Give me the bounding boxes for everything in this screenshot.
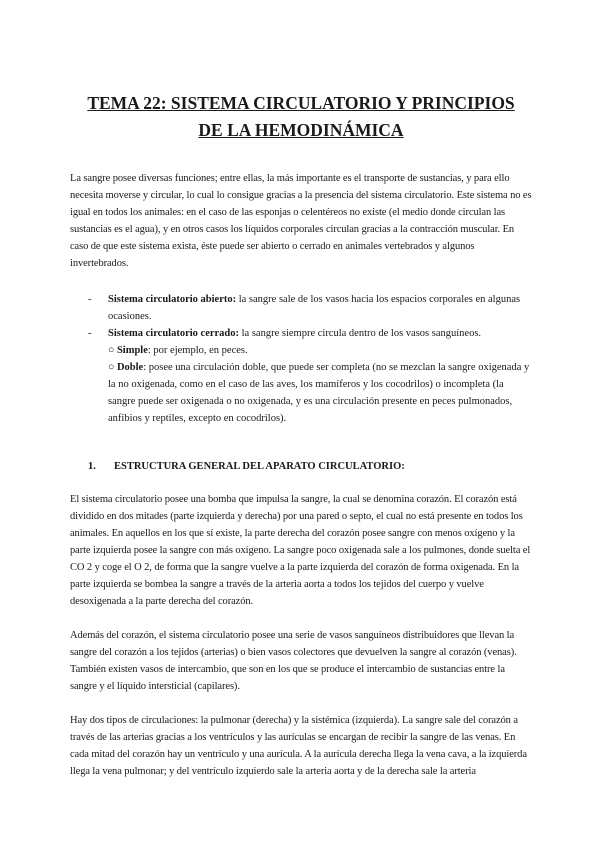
title-line-1: TEMA 22: SISTEMA CIRCULATORIO Y PRINCIPIOS <box>87 93 515 113</box>
closed-system-term: Sistema circulatorio cerrado: <box>108 328 240 339</box>
simple-term: Simple <box>116 345 148 356</box>
list-dash: - <box>88 294 92 305</box>
list-item-closed-system <box>70 325 532 427</box>
section-number: 1. <box>88 461 96 472</box>
document-page <box>70 0 532 780</box>
open-system-text: la sangre sale de los vasos hacia los espacios corporales en algunas ocasiones. <box>108 294 521 322</box>
double-term: Doble <box>116 362 144 373</box>
circulatory-system-types-list <box>70 291 532 427</box>
page-title <box>70 90 532 144</box>
section-paragraph-1: El sistema circulatorio posee una bomba que impulsa la sangre, la cual se denomina corazón. El corazón está dividido en dos mitades (parte izquierda y derecha) por una pared o septo, el cual no está presente en todos los animales. En aquellos en los que sí existe, la parte derecha del corazón posee sangre con menos oxígeno y la parte izquierda posee la sangre con más oxígeno. La sangre poco oxigenada sale a los pulmones, donde suelta el CO 2 y coge el O 2, de forma que la sangre vuelve a la parte izquierda del corazón de forma oxigenada. En la parte izquierda se bombea la sangre a través de la arteria aorta a todos los tejidos del cuerpo y vuelve desoxigenada a la parte derecha del corazón. <box>70 494 531 607</box>
section-title: ESTRUCTURA GENERAL DEL APARATO CIRCULATORIO: <box>114 461 405 472</box>
open-system-term: Sistema circulatorio abierto: <box>108 294 237 305</box>
intro-paragraph: La sangre posee diversas funciones; entre ellas, la más importante es el transporte de sustancias, y para ello necesita moverse y circular, lo cual lo consigue gracias a la presencia del sistema circulatorio. Este sistema no es igual en todos los animales: en el caso de las esponjas o celentéreos no existe (el medio donde circulan las sustancias es el agua), y en otros casos los líquidos corporales circulan gracias a la contracción muscular. En caso de que este sistema exista, éste puede ser abierto o cerrado en animales vertebrados y algunos invertebrados. <box>70 173 532 269</box>
list-item-open-system <box>70 291 532 325</box>
section-heading <box>70 458 532 475</box>
simple-text: : por ejemplo, en peces. <box>147 345 248 356</box>
list-dash: - <box>88 328 92 339</box>
sub-item-simple <box>108 342 532 359</box>
title-line-2: DE LA HEMODINÁMICA <box>198 120 404 140</box>
hollow-bullet-icon: ○ <box>108 345 115 356</box>
section-paragraph-3: Hay dos tipos de circulaciones: la pulmonar (derecha) y la sistémica (izquierda). La sangre sale del corazón a través de las arterias gracias a los ventrículos y las aurículas se encargan de recibir la sangre de las venas. En cada mitad del corazón hay un ventrículo y una aurícula. A la aurícula derecha llega la vena cava, a la izquierda llega la vena pulmonar; y del ventrículo izquierdo sale la arteria aorta y de la derecha sale la arteria <box>70 715 527 777</box>
double-text: : posee una circulación doble, que puede ser completa (no se mezclan la sangre oxigenada y la no oxigenada, como en el caso de las aves, los mamíferos y los cocodrilos) o incompleta (la sangre puede ser oxigenada o no oxigenada, y es una circulación presente en peces pulmonados, anfibios y reptiles, excepto en cocodrilos). <box>108 362 530 424</box>
closed-system-text: la sangre siempre circula dentro de los vasos sanguíneos. <box>239 328 482 339</box>
sub-item-double <box>108 359 532 427</box>
section-paragraph-2: Además del corazón, el sistema circulatorio posee una serie de vasos sanguíneos distribuidores que llevan la sangre del corazón a los tejidos (arterias) o bien vasos colectores que devuelven la sangre al corazón (venas). También existen vasos de intercambio, que son en los que se produce el intercambio de sustancias entre la sangre y el líquido intersticial (capilares). <box>70 630 517 692</box>
hollow-bullet-icon: ○ <box>108 362 115 373</box>
